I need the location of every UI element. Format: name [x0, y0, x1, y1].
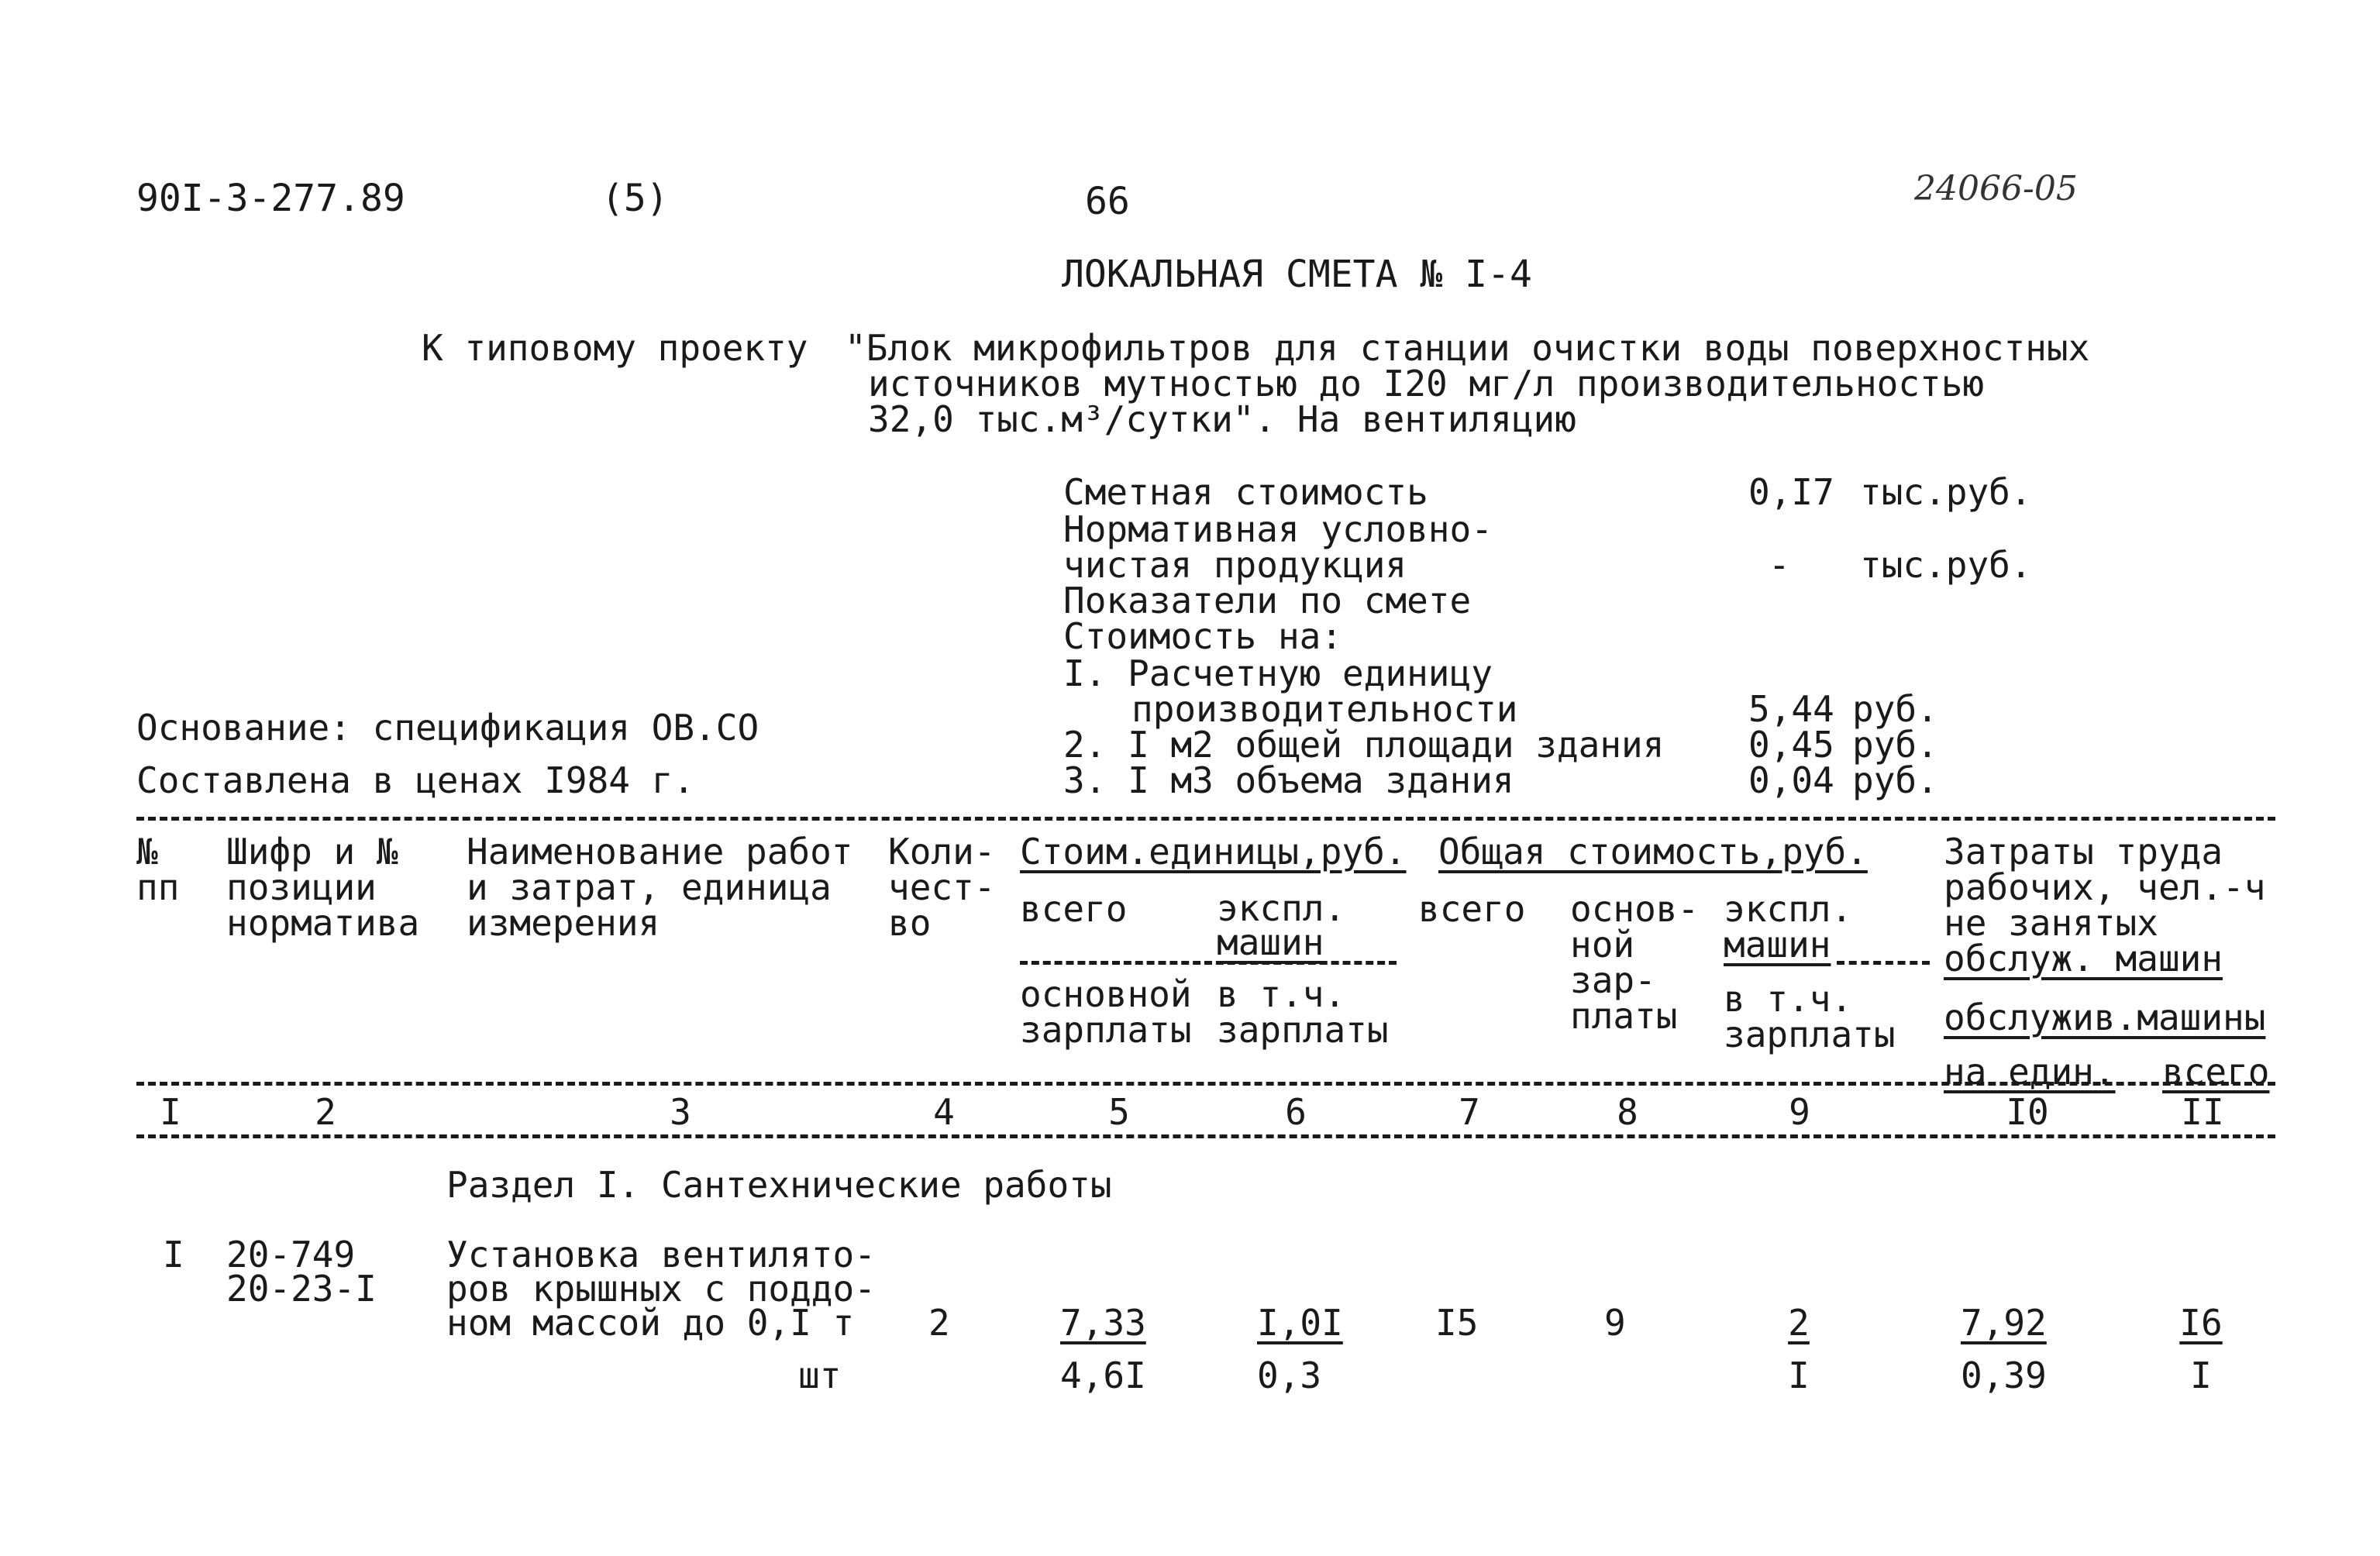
row-unit: шт [798, 1355, 842, 1396]
prices-line: Составлена в ценах I984 г. [136, 759, 695, 801]
indicator-3-label: 3. I м3 объема здания [1063, 759, 1514, 801]
col-number-2: 2 [315, 1091, 336, 1133]
cost-for-label: Стоимость на: [1063, 615, 1343, 657]
section-title: Раздел I. Сантехнические работы [446, 1164, 1112, 1206]
volume-number: (5) [601, 177, 669, 220]
basis-line: Основание: спецификация ОВ.СО [136, 707, 759, 749]
normative-label-1: Нормативная условно- [1063, 508, 1493, 550]
header-labor-2: рабочих, чел.-ч [1944, 866, 2266, 908]
project-line-1: "Блок микрофильтров для станции очистки воды поверхностных [845, 327, 2090, 369]
col-numbers-rule [136, 1134, 2275, 1138]
row-labor-total-machine: I [2190, 1355, 2212, 1396]
estimated-cost-label: Сметная стоимость [1063, 471, 1428, 513]
estimated-cost-unit: тыс.руб. [1860, 471, 2032, 513]
col-number-3: 3 [670, 1091, 691, 1133]
header-col-1: № пп [136, 831, 180, 908]
header-unit-base-wage: основной зарплаты [1020, 973, 1192, 1051]
indicator-1-value: 5,44 [1748, 688, 1834, 730]
header-total-subrule [1837, 961, 1930, 965]
normative-value: - [1769, 544, 1790, 586]
header-labor-6: на един. [1944, 1051, 2116, 1093]
row-labor-total: I6 [2179, 1302, 2223, 1344]
header-unit-cost: Стоим.единицы,руб. [1020, 831, 1407, 873]
col-number-6: 6 [1285, 1091, 1307, 1133]
row-name-2: ров крышных с поддо- [446, 1268, 876, 1310]
header-col-3: Наименование работ и затрат, единица измерения [467, 831, 853, 944]
header-unit-machine: экспл. машин [1217, 887, 1346, 963]
document-code: 90I-3-277.89 [136, 177, 405, 220]
normative-unit: тыс.руб. [1860, 544, 2032, 586]
header-labor-1: Затраты труда [1944, 831, 2223, 873]
indicator-1-unit: руб. [1852, 688, 1938, 730]
row-unit-cost-machine-wage: 0,3 [1257, 1355, 1322, 1396]
header-labor-5: обслужив.машины [1944, 997, 2266, 1038]
header-total-base-wage: основ- ной зар- платы [1570, 888, 1700, 1037]
header-unit-incl-wage: в т.ч. зарплаты [1217, 973, 1389, 1051]
normative-label-2: чистая продукция [1063, 544, 1407, 586]
header-labor-7: всего [2162, 1051, 2270, 1093]
col-number-11: II [2181, 1091, 2224, 1133]
header-bottom-rule [136, 1082, 2275, 1086]
row-unit-cost-total: 7,33 [1060, 1302, 1146, 1344]
header-total-cost: Общая стоимость,руб. [1438, 831, 1868, 873]
row-number: I [163, 1234, 184, 1275]
indicators-label: Показатели по смете [1063, 580, 1472, 621]
col-number-8: 8 [1617, 1091, 1638, 1133]
indicator-2-unit: руб. [1852, 724, 1938, 766]
row-code-1: 20-749 [226, 1234, 356, 1275]
header-col-4: Коли- чест- во [888, 831, 996, 944]
row-code-2: 20-23-I [226, 1268, 377, 1310]
row-name-3: ном массой до 0,I т [446, 1302, 855, 1344]
header-col-2: Шифр и № позиции норматива [226, 831, 420, 944]
project-line-3: 32,0 тыс.м³/сутки". На вентиляцию [868, 398, 1576, 440]
project-prefix: К типовому проекту [422, 327, 808, 369]
row-total-cost: I5 [1435, 1302, 1479, 1344]
header-labor-3: не занятых [1944, 902, 2158, 944]
estimated-cost-value: 0,I7 [1748, 471, 1834, 513]
col-number-4: 4 [933, 1091, 955, 1133]
col-number-5: 5 [1108, 1091, 1130, 1133]
indicator-2-value: 0,45 [1748, 724, 1834, 766]
indicator-3-unit: руб. [1852, 759, 1938, 801]
table-top-rule [136, 817, 2275, 821]
page-number: 66 [1085, 180, 1130, 223]
project-line-2: источников мутностью до I20 мг/л производительностью [868, 363, 1985, 404]
header-unit-subrule [1020, 961, 1397, 965]
header-total-all: всего [1418, 888, 1526, 930]
indicator-1-label-a: I. Расчетную единицу [1063, 652, 1493, 694]
document-title: ЛОКАЛЬНАЯ СМЕТА № I-4 [1062, 253, 1532, 296]
row-name-1: Установка вентилято- [446, 1234, 876, 1275]
row-quantity: 2 [928, 1302, 950, 1344]
header-labor-4: обслуж. машин [1944, 938, 2223, 979]
indicator-3-value: 0,04 [1748, 759, 1834, 801]
row-total-base-wage: 9 [1604, 1302, 1626, 1344]
row-total-machine-wage: I [1788, 1355, 1810, 1396]
header-unit-total: всего [1020, 888, 1128, 930]
header-total-incl-wage: в т.ч. зарплаты [1724, 978, 1896, 1055]
indicator-2-label: 2. I м2 общей площади здания [1063, 724, 1665, 766]
row-unit-cost-machine: I,0I [1257, 1302, 1343, 1344]
row-unit-cost-wage: 4,6I [1060, 1355, 1146, 1396]
row-total-machine: 2 [1788, 1302, 1810, 1344]
col-number-7: 7 [1459, 1091, 1480, 1133]
col-number-1: I [160, 1091, 181, 1133]
col-number-10: I0 [2006, 1091, 2049, 1133]
handwritten-inventory-number: 24066-05 [1914, 169, 2078, 208]
header-total-machine: экспл. машин [1724, 888, 1853, 966]
row-labor-per-unit: 7,92 [1961, 1302, 2047, 1344]
col-number-9: 9 [1789, 1091, 1810, 1133]
row-labor-per-unit-machine: 0,39 [1961, 1355, 2047, 1396]
indicator-1-label-b: производительности [1131, 688, 1518, 730]
